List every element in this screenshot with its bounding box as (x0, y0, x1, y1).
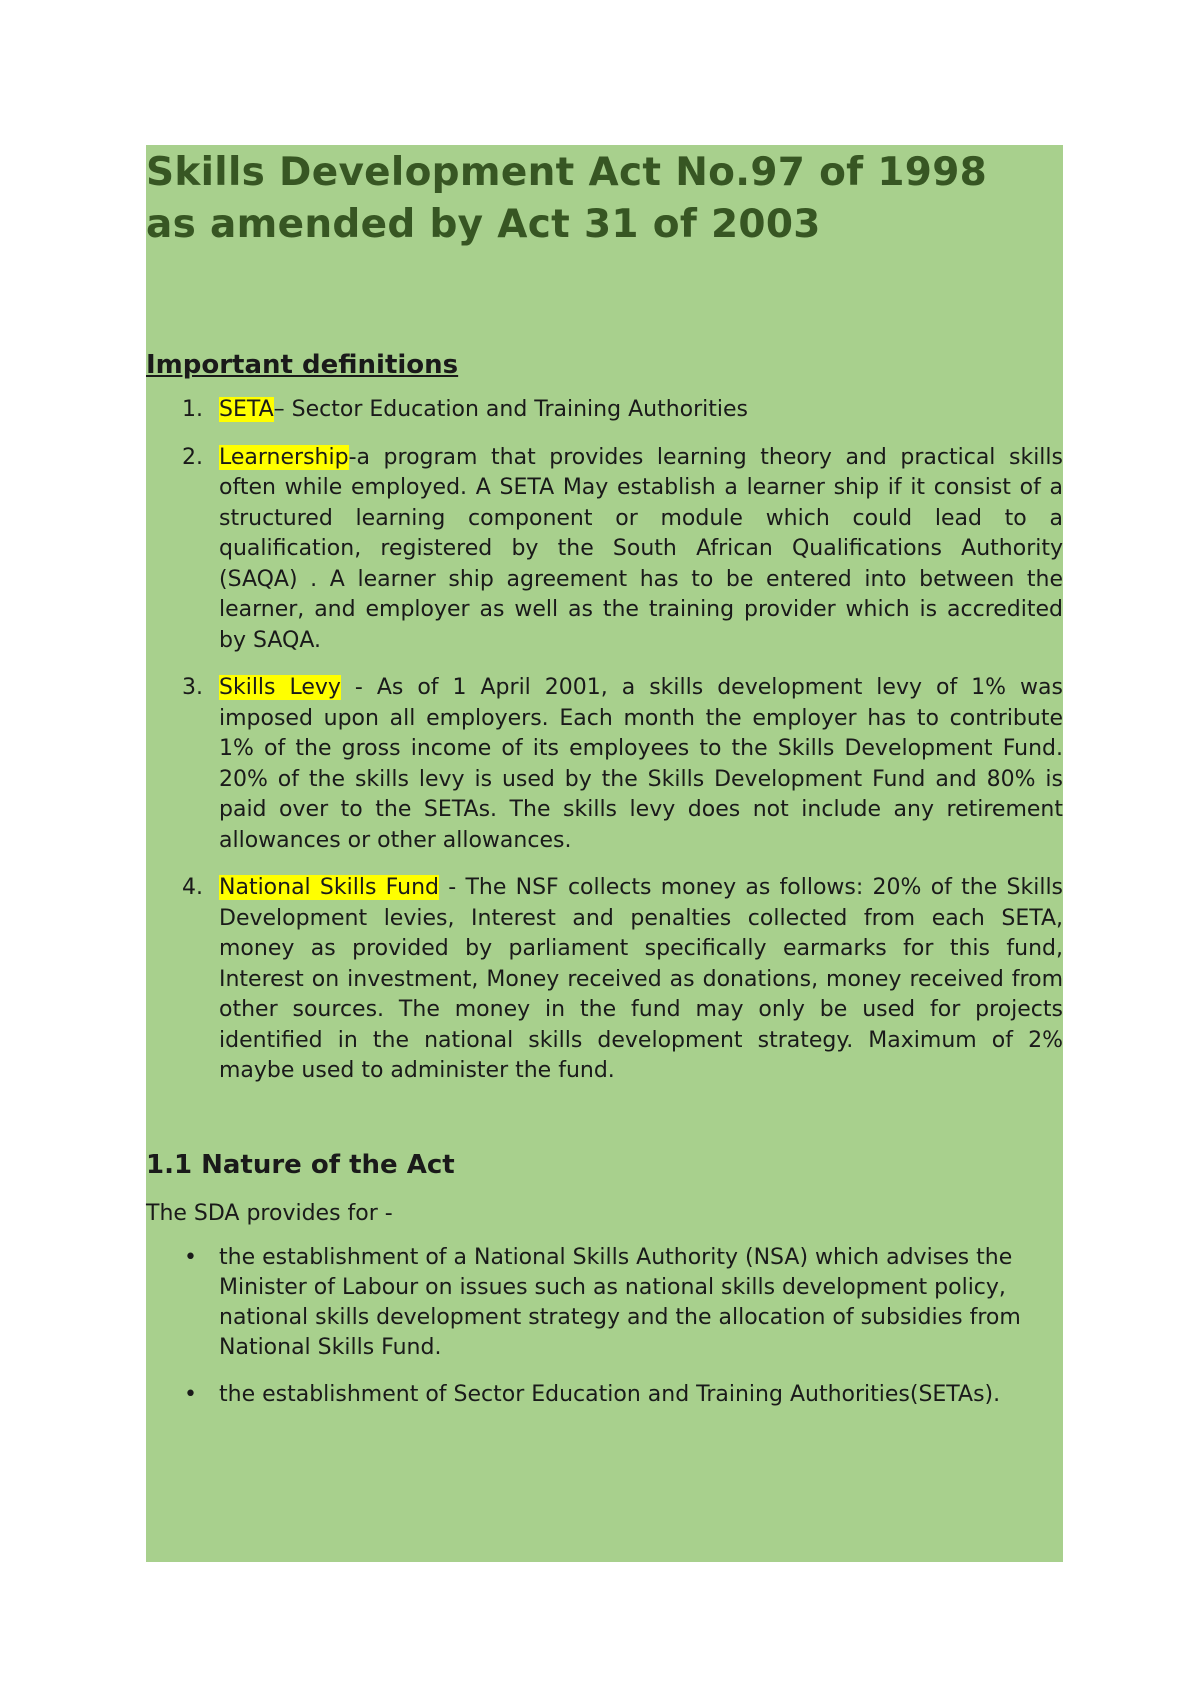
definition-text: -a program that provides learning theory and practical skills often while employed. A SETA May establish a learner ship if it consist of a structured learning component or module which could lead to a qualification, registered by the South African Qualifications Authority (SAQA) . A learner ship agreement has to be entered into between the learner, and employer as well as the training provider which is accredited by SAQA. (219, 444, 1063, 653)
highlighted-term: National Skills Fund (219, 875, 439, 900)
highlighted-term: Skills Levy (219, 675, 341, 700)
highlighted-term: Learnership (219, 444, 349, 470)
title-line-2: as amended by Act 31 of 2003 (146, 202, 821, 247)
definition-item-skills-levy (146, 673, 1063, 856)
nature-heading: 1.1 Nature of the Act (146, 1149, 455, 1180)
definitions-list (146, 395, 1063, 1087)
definition-item-seta (146, 395, 1063, 426)
definition-item-learnership (146, 443, 1063, 657)
list-item-text: the establishment of a National Skills Authority (NSA) which advises the Minister of Labour on issues such as national skills development policy, national skills development strategy and the allocation of subsidies from National Skills Fund. (219, 1244, 1021, 1360)
highlighted-term: SETA (219, 397, 274, 422)
document-title (146, 145, 1063, 251)
document-panel (146, 145, 1063, 1562)
list-number: 4. (182, 875, 203, 900)
list-number: 2. (182, 444, 203, 470)
definition-text: - The NSF collects money as follows: 20% of the Skills Development levies, Interest and penalties collected from each SETA, money as provided by parliament specifically earmarks for this fund, Interest on investment, Money received as donations, money received from other sources. The money in the fund may only be used for projects identified in the national skills development strategy. Maximum of 2% maybe used to administer the fund. (219, 875, 1064, 1083)
definition-item-national-skills-fund (146, 873, 1063, 1087)
title-line-1: Skills Development Act No.97 of 1998 (146, 150, 988, 195)
definitions-heading: Important definitions (146, 350, 459, 380)
nature-intro: The SDA provides for - (146, 1200, 393, 1226)
nature-list (146, 1243, 1063, 1410)
list-item-text: the establishment of Sector Education and Training Authorities(SETAs). (219, 1381, 1001, 1407)
list-item (146, 1243, 1063, 1363)
bullet-icon: • (184, 1244, 197, 1270)
list-number: 1. (182, 397, 203, 422)
list-item (146, 1380, 1063, 1410)
list-number: 3. (182, 675, 203, 700)
definition-text: - As of 1 April 2001, a skills development levy of 1% was imposed upon all employers. Each month the employer has to contribute 1% of the gross income of its employees to the Skills Development Fund. 20% of the skills levy is used by the Skills Development Fund and 80% is paid over to the SETAs. The skills levy does not include any retirement allowances or other allowances. (219, 675, 1063, 853)
bullet-icon: • (184, 1381, 197, 1407)
definition-text: – Sector Education and Training Authorities (273, 397, 748, 422)
